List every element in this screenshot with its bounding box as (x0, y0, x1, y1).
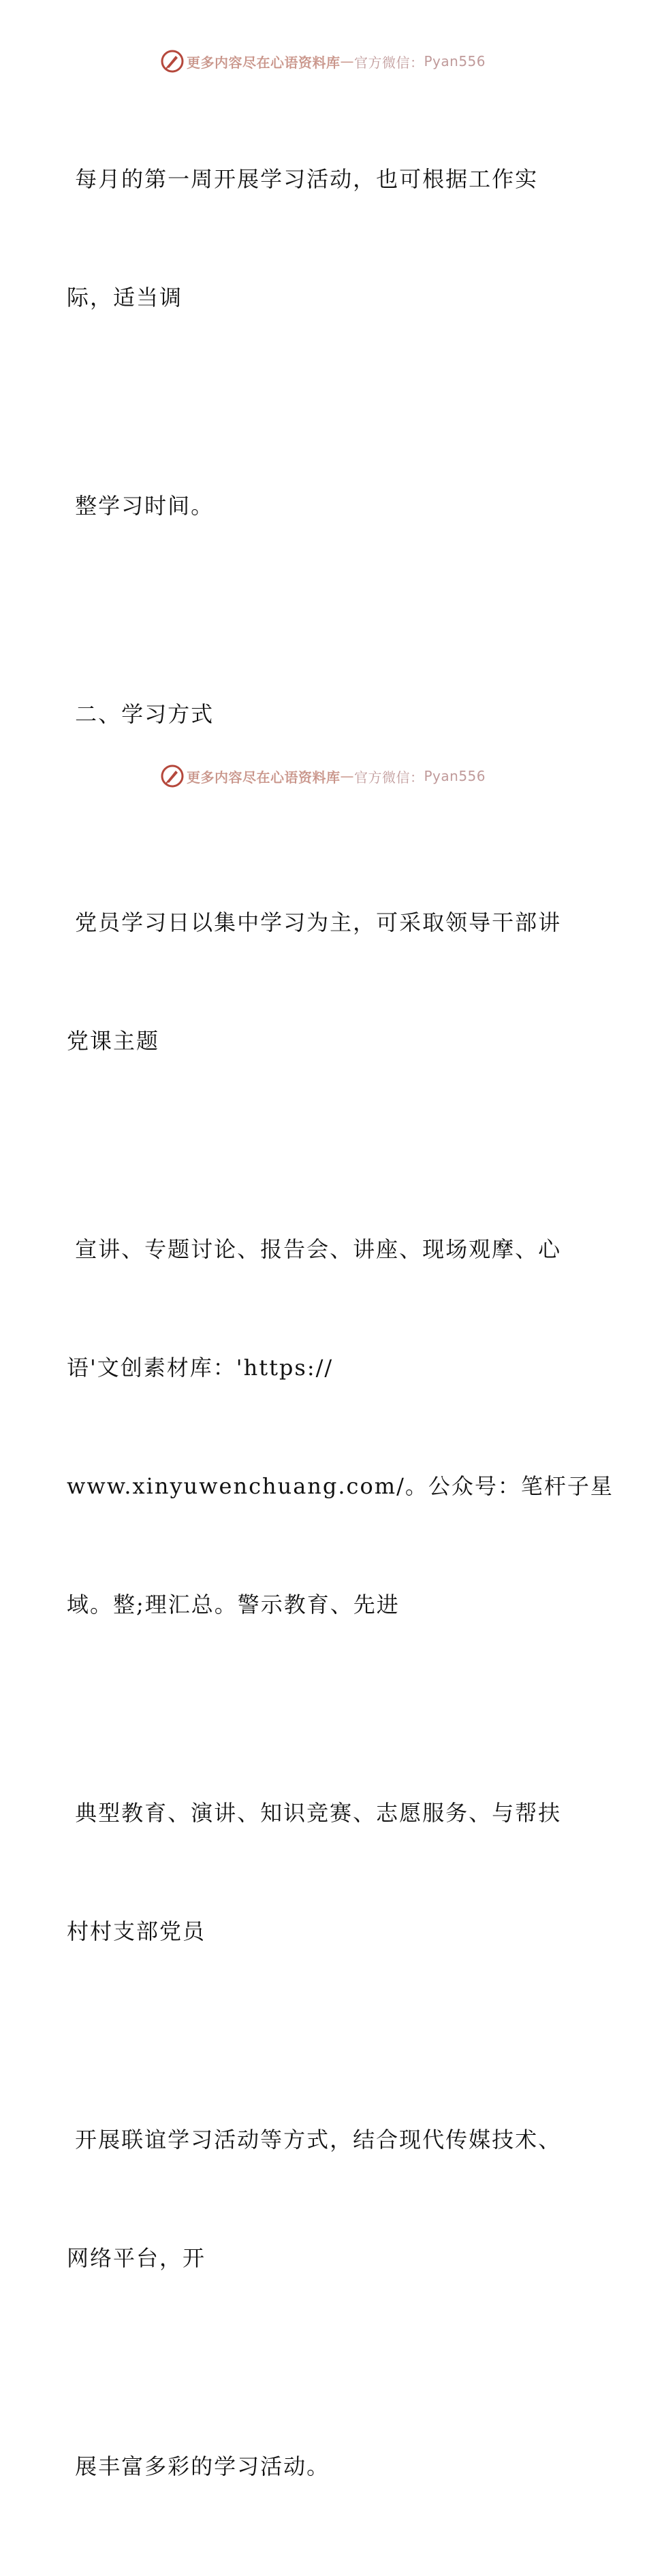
text-line: 网络平台，开 (67, 2245, 206, 2271)
footer-banner (161, 764, 486, 788)
paragraph (67, 2041, 584, 2357)
document-body (67, 80, 614, 2576)
banner-wechat-label: 官方微信： (354, 769, 424, 786)
quill-logo-icon (161, 50, 184, 73)
text-line: 开展联谊学习活动等方式，结合现代传媒技术、 (67, 2127, 562, 2153)
banner-dash: — (340, 53, 354, 69)
text-line: 党员学习日以集中学习为主，可采取领导干部讲 (67, 909, 562, 935)
text-line: 村村支部党员 (67, 1918, 206, 1944)
paragraph (67, 1714, 584, 2030)
text-line: www.xinyuwenchuang.com/。公众号：笔杆子星 (67, 1473, 614, 1499)
text-line: 整学习时间。 (67, 493, 215, 519)
paragraph (67, 80, 584, 396)
text-line: 每月的第一周开展学习活动，也可根据工作实 (67, 166, 539, 192)
text-line: 党课主题 (67, 1028, 160, 1054)
paragraph (67, 407, 584, 605)
banner-wechat-id: Pyan556 (424, 53, 486, 69)
banner-brand-text: 更多内容尽在心语资料库 (187, 769, 341, 786)
text-line: 宣讲、专题讨论、报告会、讲座、现场观摩、心 (67, 1236, 562, 1262)
banner-wechat-label: 官方微信： (354, 54, 424, 71)
banner-dash: — (340, 768, 354, 784)
paragraph (67, 1150, 614, 1703)
text-line: 域。整;理汇总。警示教育、先进 (67, 1592, 400, 1617)
banner-wechat-id: Pyan556 (424, 768, 486, 784)
paragraph (67, 824, 584, 1140)
quill-logo-icon (161, 764, 184, 788)
text-line: 展丰富多彩的学习活动。 (67, 2453, 330, 2479)
header-banner (161, 49, 486, 74)
text-line: 典型教育、演讲、知识竞赛、志愿服务、与帮扶 (67, 1800, 562, 1826)
paragraph (67, 2368, 584, 2565)
banner-brand-text: 更多内容尽在心语资料库 (187, 54, 341, 71)
text-line: 语'文创素材库：'https:// (67, 1355, 334, 1381)
text-line: 际，适当调 (67, 285, 183, 310)
text-line: 二、学习方式 (67, 701, 215, 727)
